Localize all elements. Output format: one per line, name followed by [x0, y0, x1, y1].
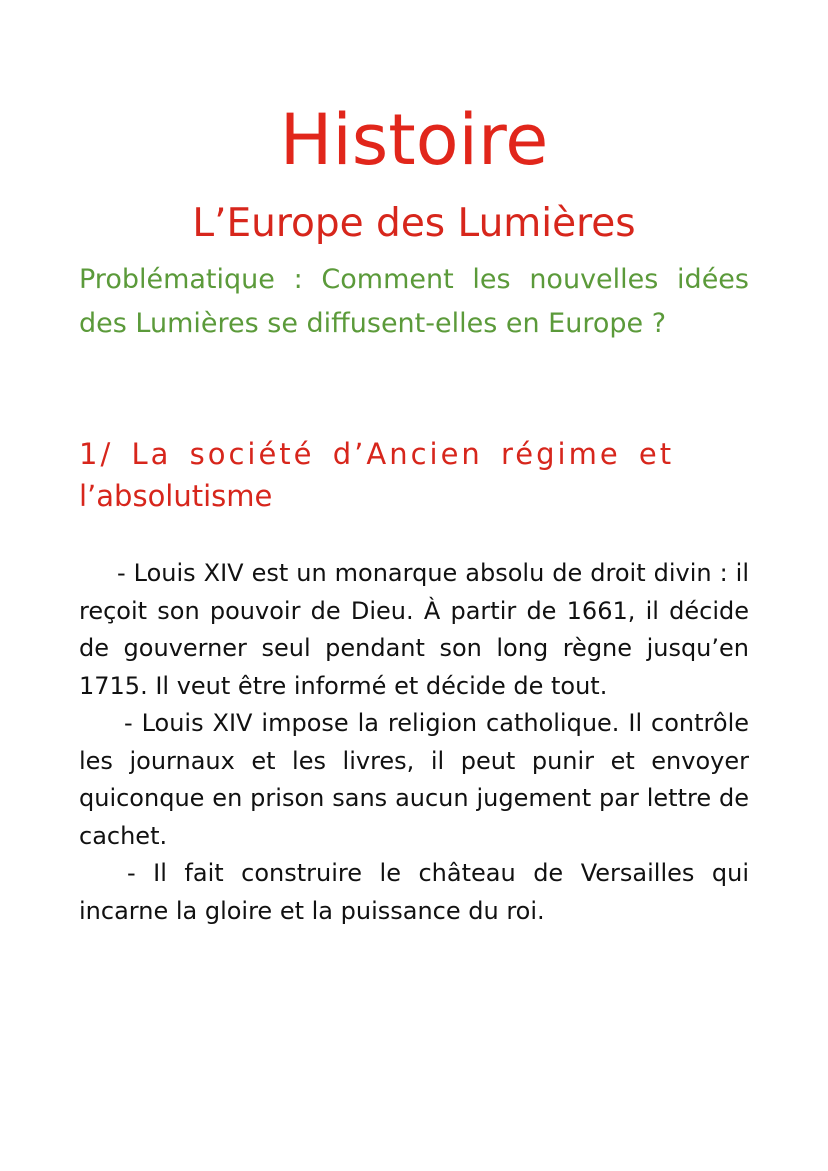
section-number: 1/ [79, 437, 114, 471]
paragraph-versailles: - Il fait construire le château de Versailles qui incarne la gloire et la puissance du roi. [79, 859, 749, 925]
problematique-text: Problématique : Comment les nouvelles idées des Lumières se diffusent-elles en Europe ? [79, 264, 749, 339]
page-subtitle: L’Europe des Lumières [192, 201, 636, 246]
page-title: Histoire [279, 99, 549, 181]
paragraph-louis-xiv-absolu: - Louis XIV est un monarque absolu de droit divin : il reçoit son pouvoir de Dieu. À partir de 1661, il décide de gouverner seul pendant son long règne jusqu’en 1715. Il veut être informé et décide de tout. [79, 559, 749, 700]
section-heading [79, 433, 749, 517]
paragraph-religion-controle: - Louis XIV impose la religion catholique. Il contrôle les journaux et les livres, il peut punir et envoyer quiconque en prison sans aucun jugement par lettre de cachet. [79, 709, 749, 850]
section-heading-line-2: l’absolutisme [79, 479, 273, 513]
section-body [79, 555, 749, 930]
section-heading-line-1: La société d’Ancien régime et [131, 437, 675, 471]
